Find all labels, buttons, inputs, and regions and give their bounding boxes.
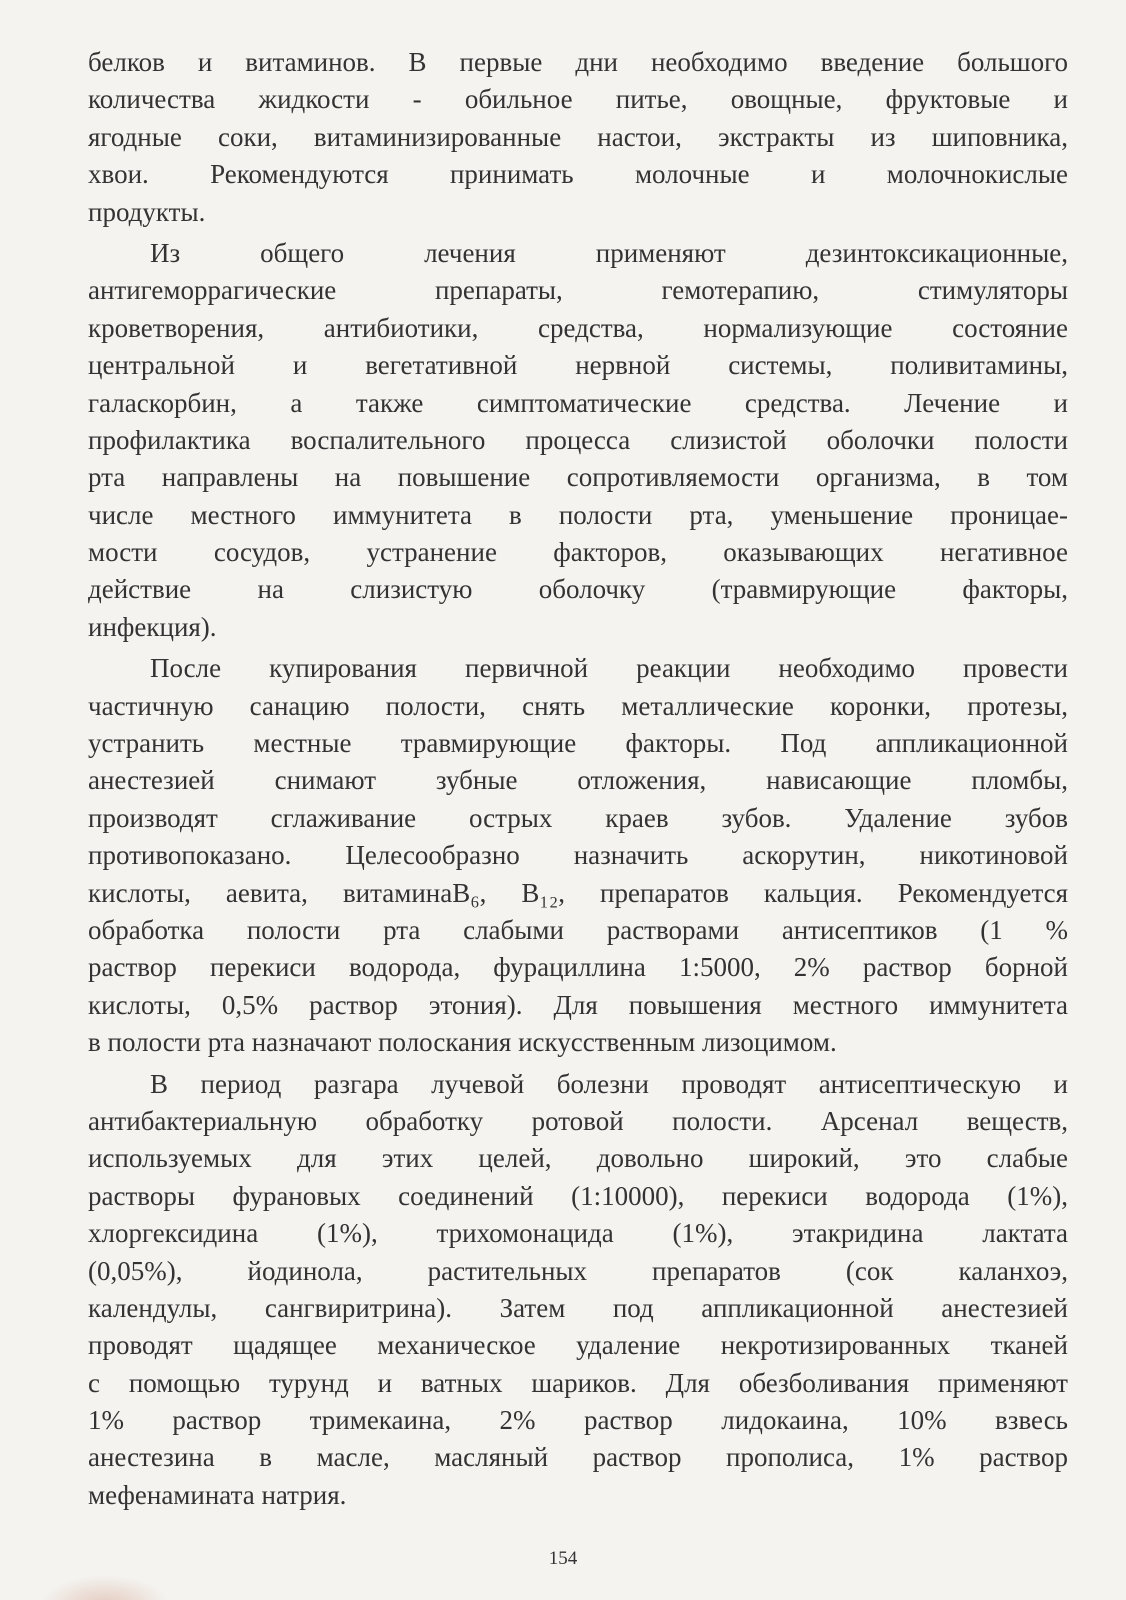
text-line: устранить местные травмирующие факторы. Под аппликационной [88,728,1068,759]
text-line: инфекция). [88,611,217,642]
paragraph-4 [88,1066,1068,1515]
text-line: растворы фурановых соединений (1:10000), перекиси водорода (1%), [88,1180,1068,1211]
text-line: раствор перекиси водорода, фурациллина 1:5000, 2% раствор борной [88,952,1068,983]
text-line: обработка полости рта слабыми растворами антисептиков (1 % [88,914,1068,945]
text-line: белков и витаминов. В первые дни необходимо введение большого [88,47,1068,77]
text-line: В период разгара лучевой болезни проводят антисептическую и [150,1068,1068,1099]
text-line: количества жидкости - обильное питье, овощные, фруктовые и [88,84,1068,115]
paragraph-3 [88,650,1068,1061]
text-line: галаскорбин, а также симптоматические средства. Лечение и [88,387,1068,418]
text-line: После купирования первичной реакции необходимо провести [150,653,1068,684]
text-line: кислоты, 0,5% раствор этония). Для повышения местного иммунитета [88,989,1068,1020]
text-line: профилактика воспалительного процесса слизистой оболочки полости [88,424,1068,455]
text-line: антибактериальную обработку ротовой полости. Арсенал веществ, [88,1105,1068,1136]
text-line: Из общего лечения применяют дезинтоксикационные, [150,237,1068,268]
text-line: ягодные соки, витаминизированные настои, экстракты из шиповника, [88,121,1068,152]
text-line: рта направлены на повышение сопротивляемости организма, в том [88,462,1068,493]
text-line: противопоказано. Целесообразно назначить аскорутин, никотиновой [88,840,1068,871]
text-line: с помощью турунд и ватных шариков. Для обезболивания применяют [88,1367,1068,1398]
text-line: календулы, сангвиритрина). Затем под аппликационной анестезией [88,1292,1068,1323]
text-line: используемых для этих целей, довольно широкий, это слабые [88,1143,1068,1174]
text-line: хвои. Рекомендуются принимать молочные и молочнокислые [88,159,1068,190]
text-line: хлоргексидина (1%), трихомонацида (1%), этакридина лактата [88,1218,1068,1249]
text-line: продукты. [88,196,206,227]
paragraph-1 [88,44,1068,231]
text-line: числе местного иммунитета в полости рта, уменьшение проницае- [88,499,1068,530]
text-line: проводят щадящее механическое удаление некротизированных тканей [88,1330,1068,1361]
text-line: (0,05%), йодинола, растительных препаратов (сок каланхоэ, [88,1255,1068,1286]
finger-smudge [40,1575,170,1600]
text-line: кислоты, аевита, витаминаB₆, B₁₂, препаратов кальция. Рекомендуется [88,877,1068,908]
text-line: производят сглаживание острых краев зубов. Удаление зубов [88,802,1068,833]
text-line: центральной и вегетативной нервной системы, поливитамины, [88,350,1068,381]
text-line: анестезией снимают зубные отложения, нависающие пломбы, [88,765,1068,796]
text-line: в полости рта назначают полоскания искусственным лизоцимом. [88,1027,837,1058]
page-number: 154 [548,1548,578,1569]
paragraph-2 [88,235,1068,646]
text-line: мефенамината натрия. [88,1479,347,1510]
text-line: частичную санацию полости, снять металлические коронки, протезы, [88,690,1068,721]
body-text [88,44,1068,1518]
text-line: антигеморрагические препараты, гемотерапию, стимуляторы [88,275,1068,306]
text-line: кроветворения, антибиотики, средства, нормализующие состояние [88,312,1068,343]
text-line: мости сосудов, устранение факторов, оказывающих негативное [88,537,1068,568]
text-line: 1% раствор тримекаина, 2% раствор лидокаина, 10% взвесь [88,1405,1068,1436]
text-line: действие на слизистую оболочку (травмирующие факторы, [88,574,1068,605]
text-line: анестезина в масле, масляный раствор прополиса, 1% раствор [88,1442,1068,1473]
